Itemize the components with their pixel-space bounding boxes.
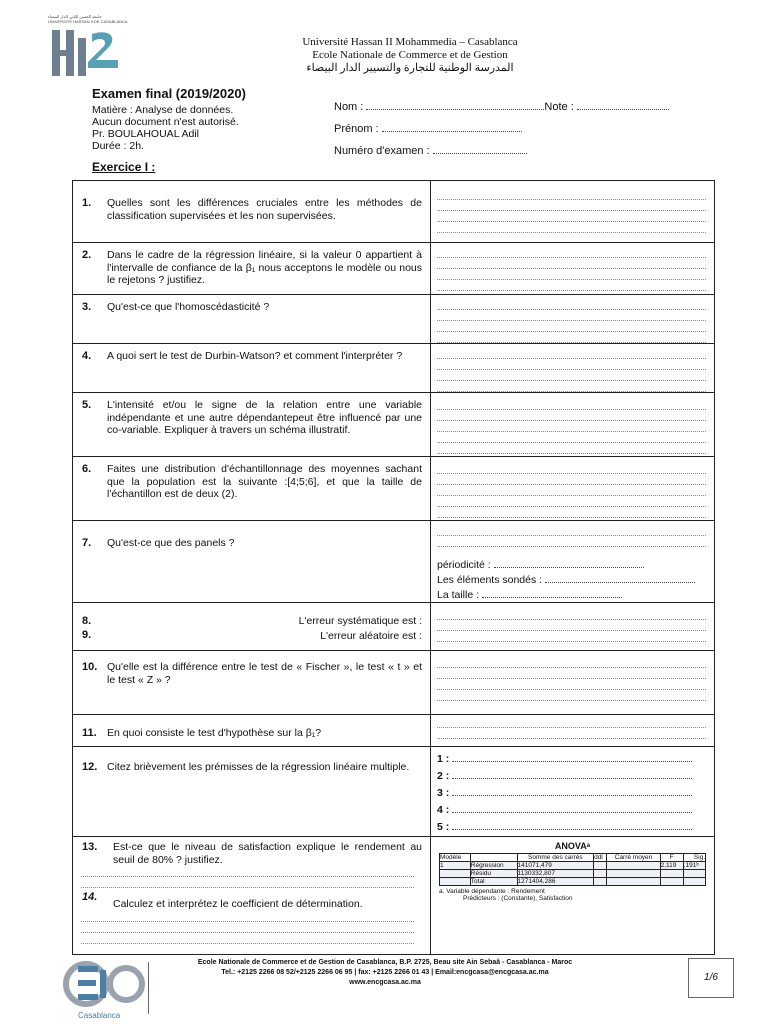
anova-cell [660,870,683,878]
question-text: Faites une distribution d'échantillonnage des moyennes sachant que la population est la suivante :[4;5;6], et que la taille de l'échantillon est de deux (2). [107,463,422,500]
question-text: Qu'est-ce que l'homoscédasticité ? [107,301,270,313]
anova-row [440,862,706,870]
nom-label: Nom : [334,101,364,113]
question-text: L'intensité et/ou le signe de la relation entre une variable indépendante et une autre dépendantepeut être influencé par une co-variable. Expliquer à travers un schéma illustratif. [107,399,422,436]
anova-cell: Résidu [470,870,517,878]
encg-logo [60,958,148,1018]
answer-area[interactable] [431,521,715,603]
question-number: 9. [82,629,92,641]
anova-cell [594,870,607,878]
exercise-title: Exercice I : [92,160,156,174]
numero-field[interactable] [433,143,527,154]
exam-duration: Durée : 2h. [92,140,144,152]
question-number: 3. [82,301,92,313]
q9-text: L'erreur aléatoire est : [320,629,422,642]
anova-cell: 1271404,286 [517,878,594,886]
question-number: 13. [82,841,98,853]
q8-text: L'erreur systématique est : [298,615,422,627]
logo-line-ar: جامعة الحسن الثاني الدار البيضاء [48,14,102,19]
anova-title: ANOVAᵃ [554,841,591,851]
answer-area[interactable] [431,344,715,393]
anova-note-b: Prédicteurs : (Constante), Satisfaction [463,895,573,902]
exam-subject: Matière : Analyse de données. [92,104,234,116]
footer-line-1: Ecole Nationale de Commerce et de Gestion de Casablanca, B.P. 2725, Beau site Ain Sebaâ - Casablanca - Maroc [197,959,573,966]
exam-rule: Aucun document n'est autorisé. [92,116,239,128]
anova-cell [594,878,607,886]
answer-area[interactable] [431,393,715,457]
question-number: 14. [82,891,98,903]
anova-row [440,870,706,878]
q13-text: Est-ce que le niveau de satisfaction explique le rendement au seuil de 80% ? justifiez. [113,841,422,866]
exam-title: Examen final (2019/2020) [92,86,246,101]
note-label: Note : [544,101,574,113]
question-row [73,603,715,651]
q14-text: Calculez et interprétez le coefficient de détermination. [113,898,363,910]
anova-cell [607,878,660,886]
question-row [73,837,715,955]
elements-label: Les éléments sondés : [437,574,543,586]
answer-area[interactable] [431,295,715,344]
anova-cell [683,870,705,878]
anova-note-a: a. Variable dépendante : Rendement [439,888,545,895]
question-number: 6. [82,463,92,475]
anova-header-row [440,854,706,862]
question-text: Citez brièvement les prémisses de la régression linéaire multiple. [107,761,410,773]
question-number: 7. [82,537,92,549]
anova-cell [594,862,607,870]
footer-divider [148,962,149,1014]
anova-cell [683,878,705,886]
encg-logo-text: Casablanca [78,1011,121,1020]
note-field[interactable] [577,99,669,110]
question-row [73,651,715,715]
anova-header: Somme des carrés [517,854,594,862]
answer-area[interactable] [431,181,715,243]
question-number: 1. [82,197,92,209]
anova-cell [440,878,471,886]
anova-cell [440,870,471,878]
answer-area[interactable] [431,243,715,295]
nom-field[interactable] [366,99,544,110]
question-text: A quoi sert le test de Durbin-Watson? et comment l'interpréter ? [107,350,403,362]
question-row [73,457,715,521]
anova-header: ddl [594,854,607,862]
anova-header [470,854,517,862]
numero-label: Numéro d'examen : [334,145,430,157]
answer-area[interactable] [431,715,715,747]
premise-5-label: 5 : [437,821,450,833]
anova-cell: 1130332,807 [517,870,594,878]
institution-header [250,36,570,75]
question-number: 5. [82,399,92,411]
question-number: 12. [82,761,98,773]
anova-row [440,878,706,886]
anova-cell: ,191ᵇ [683,862,705,870]
question-row [73,295,715,344]
anova-cell [660,878,683,886]
prenom-field[interactable] [382,121,522,132]
question-text: Qu'elle est la différence entre le test de « Fischer », le test « t » et le test « Z » ? [107,661,422,686]
question-number: 11. [82,727,97,739]
uh2-emblem-icon [48,24,130,84]
premise-1-label: 1 : [437,753,450,765]
question-text: Dans le cadre de la régression linéaire, si la valeur 0 appartient à l'intervalle de confiance de la β₁ nous acceptons le modèle ou nous le rejetons ? justifiez. [107,249,422,286]
anova-header: Sig. [683,854,705,862]
anova-cell: 1 [440,862,471,870]
taille-label: La taille : [437,589,480,601]
question-row [73,181,715,243]
university-logo [48,14,130,86]
premise-4-label: 4 : [437,804,450,816]
answer-area[interactable] [431,747,715,837]
answer-area[interactable] [431,603,715,651]
anova-header: Modèle [440,854,471,862]
school-name: Ecole Nationale de Commerce et de Gestion [312,49,508,61]
question-row [73,393,715,457]
question-number: 10. [82,661,98,673]
school-name-arabic: المدرسة الوطنية للتجارة والتسيير الدار البيضاء [306,62,514,74]
anova-cell [607,870,660,878]
anova-header: F [660,854,683,862]
question-number: 4. [82,350,92,362]
exam-professor: Pr. BOULAHOUAL Adil [92,128,199,140]
question-text: Qu'est-ce que des panels ? [107,537,235,549]
question-text: Quelles sont les différences cruciales entre les méthodes de classification supervisées et les non supervisées. [107,197,422,222]
anova-cell: 141071,479 [517,862,594,870]
exam-meta [92,104,239,152]
encg-emblem-icon [60,958,148,1008]
question-row [73,521,715,603]
answer-area[interactable] [431,457,715,521]
question-row [73,344,715,393]
premise-2-label: 2 : [437,770,450,782]
question-text: En quoi consiste le test d'hypothèse sur la β₁? [107,727,322,739]
premise-3-label: 3 : [437,787,450,799]
university-name: Université Hassan II Mohammedia – Casablanca [302,36,518,48]
anova-header: Carré moyen [607,854,660,862]
anova-cell: Total [470,878,517,886]
footer-line-2: Tel.: +2125 2266 08 52/+2125 2266 06 95 | fax: +2125 2266 01 43 | Email:encgcasa@encgcasa.ac.ma [221,969,549,976]
anova-cell: 2,119 [660,862,683,870]
periodicite-label: périodicité : [437,559,491,571]
student-id-block [334,96,669,162]
question-row [73,715,715,747]
prenom-label: Prénom : [334,123,379,135]
anova-cell [607,862,660,870]
footer-address [150,958,620,988]
anova-cell: Régression [470,862,517,870]
logo-line-fr: UNIVERSITÉ HASSAN II DE CASABLANCA [48,19,128,24]
questions-table [72,180,715,955]
answer-area[interactable] [431,651,715,715]
question-row [73,747,715,837]
anova-table [431,837,715,955]
page-number: 1/6 [688,958,734,998]
question-row [73,243,715,295]
question-number: 2. [82,249,92,261]
footer-line-3: www.encgcasa.ac.ma [349,979,421,986]
question-number: 8. [82,615,92,627]
